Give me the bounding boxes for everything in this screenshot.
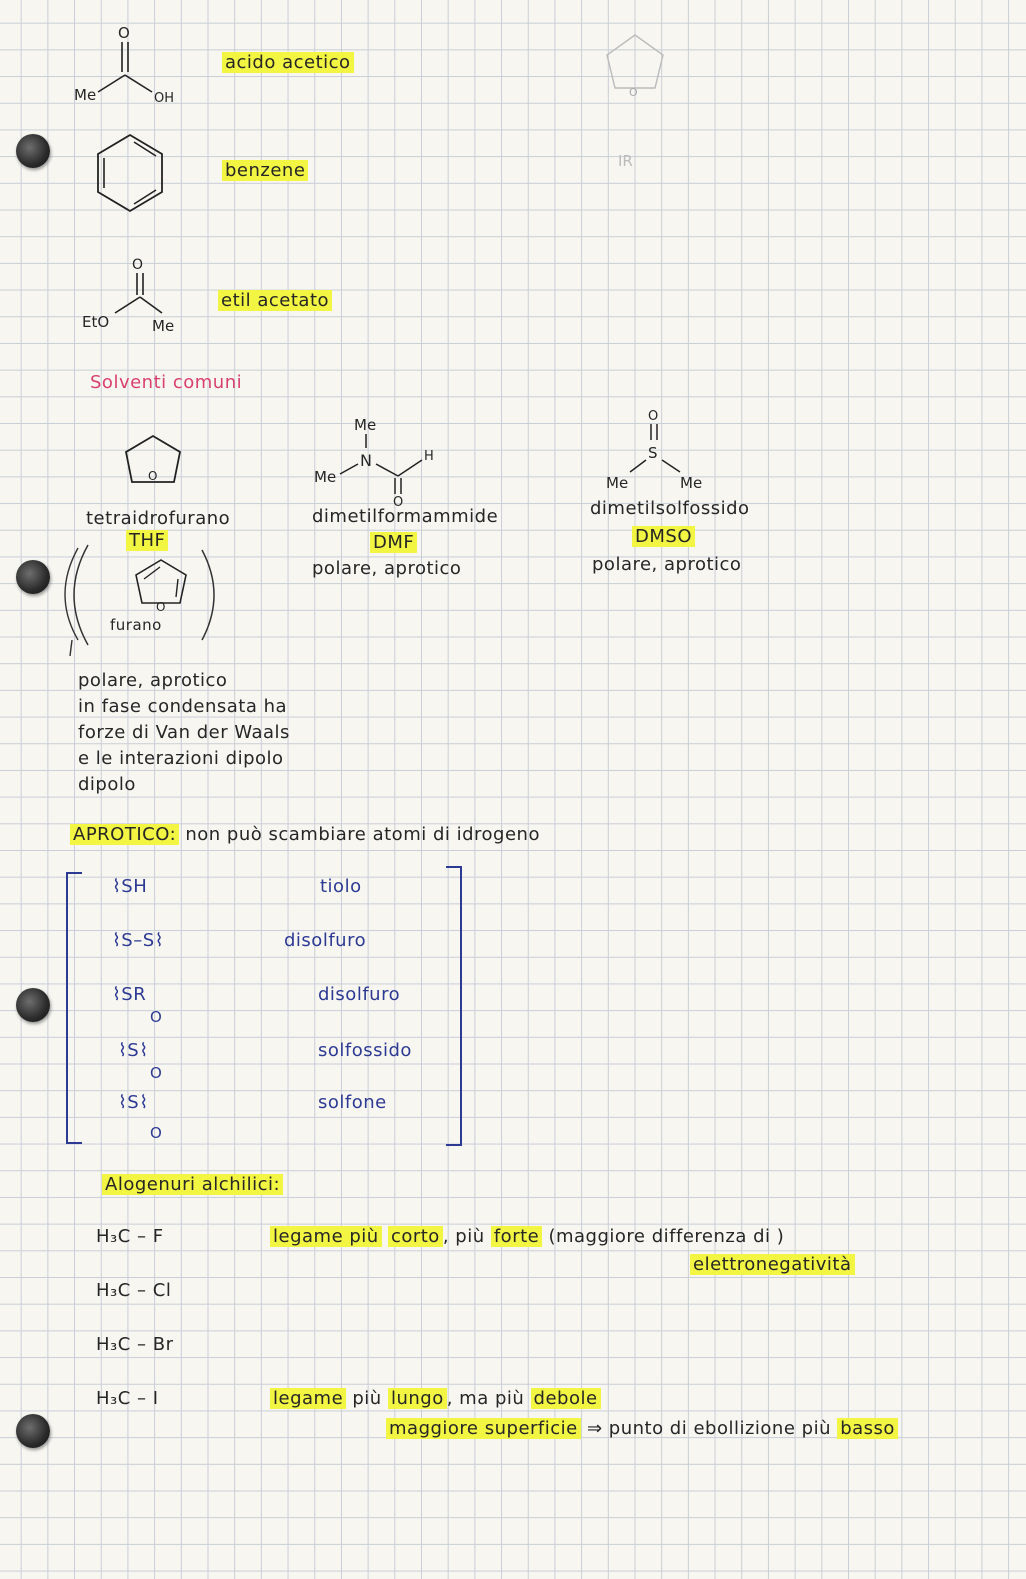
note-line: e le interazioni dipolo — [78, 748, 284, 769]
acetic-acid-label: acido acetico — [222, 52, 354, 73]
methyl-label: Me — [152, 317, 175, 335]
hydroxyl-label: OH — [154, 91, 175, 106]
methyl-label: Me — [354, 416, 377, 434]
methyl-label: Me — [314, 468, 337, 486]
dmf-properties: polare, aprotico — [312, 558, 462, 579]
oxygen-label: O — [148, 469, 158, 483]
ethyl-acetate-structure — [80, 255, 200, 345]
binder-hole — [16, 1414, 50, 1448]
benzene-structure — [90, 130, 170, 220]
dmf-name: dimetilformammide — [312, 506, 499, 527]
top-ring-structure — [600, 30, 670, 100]
formula-ch3f: H₃C – F — [96, 1226, 164, 1247]
bracket-right — [446, 866, 462, 1146]
binder-hole — [16, 560, 50, 594]
oxygen-label: O — [118, 24, 130, 42]
dmso-structure — [600, 402, 720, 494]
acetic-acid-structure — [70, 20, 190, 110]
name-disulfide: disolfuro — [284, 930, 367, 951]
thf-name: tetraidrofurano — [86, 508, 231, 529]
dmso-abbr: DMSO — [632, 526, 695, 547]
formula-ch3i: H₃C – I — [96, 1388, 159, 1409]
oxygen-label: O — [150, 1008, 163, 1026]
oxygen-label: O — [629, 86, 638, 99]
name-sulfone: solfone — [318, 1092, 387, 1113]
dmso-properties: polare, aprotico — [592, 554, 742, 575]
sulfur-label: S — [648, 444, 658, 462]
bracket-left — [66, 872, 82, 1144]
aprotico-term: APROTICO: — [70, 824, 179, 845]
note-iodide: legame più lungo , ma più debole — [270, 1388, 601, 1409]
benzene-label: benzene — [222, 160, 308, 181]
oxygen-label: O — [132, 257, 144, 273]
thf-abbr: THF — [126, 530, 168, 551]
methyl-label: Me — [74, 86, 97, 104]
oxygen-label: O — [150, 1064, 163, 1082]
thf-notes — [78, 668, 290, 798]
thf-structure — [118, 430, 188, 495]
oxygen-label: O — [393, 495, 404, 510]
note-line: dipolo — [78, 774, 136, 795]
formula-thiol: ⌇SH — [112, 876, 148, 897]
oxygen-label: O — [156, 600, 166, 614]
aprotico-definition — [70, 824, 540, 845]
dmf-structure — [310, 408, 460, 508]
alogenuri-title: Alogenuri alchilici: — [102, 1174, 283, 1195]
formula-sulfide: ⌇SR — [112, 984, 147, 1005]
binder-hole — [16, 134, 50, 168]
aprotico-text: non può scambiare atomi di idrogeno — [185, 824, 540, 845]
binder-hole — [16, 988, 50, 1022]
nitrogen-label: N — [360, 451, 372, 470]
note-fluoride-2: elettronegatività — [690, 1254, 855, 1275]
dmso-name: dimetilsolfossido — [590, 498, 750, 519]
formula-ch3br: H₃C – Br — [96, 1334, 174, 1355]
ethoxy-label: EtO — [82, 313, 110, 331]
name-sulfoxide: solfossido — [318, 1040, 412, 1061]
note-line: forze di Van der Waals — [78, 722, 290, 743]
formula-ch3cl: H₃C – Cl — [96, 1280, 172, 1301]
section-title-solventi: Solventi comuni — [90, 372, 243, 393]
note-line: in fase condensata ha — [78, 696, 288, 717]
oxygen-label: O — [150, 1124, 163, 1142]
ir-mark: IR — [618, 152, 633, 170]
formula-sulfone: ⌇S⌇ — [118, 1092, 149, 1113]
name-thiol: tiolo — [320, 876, 362, 897]
note-iodide-2: maggiore superficie ⇒ punto di ebollizione più basso — [386, 1418, 898, 1439]
dmf-abbr: DMF — [370, 532, 417, 553]
furan-label: furano — [110, 616, 162, 634]
methyl-label: Me — [680, 474, 703, 492]
hydrogen-label: H — [424, 449, 434, 464]
oxygen-label: O — [648, 409, 659, 424]
parenthesis-right — [196, 545, 226, 645]
formula-disulfide: ⌇S–S⌇ — [112, 930, 164, 951]
furan-structure — [126, 555, 196, 615]
note-line: polare, aprotico — [78, 670, 228, 691]
methyl-label: Me — [606, 474, 629, 492]
ethyl-acetate-label: etil acetato — [218, 290, 332, 311]
parenthesis-left — [60, 540, 100, 660]
formula-sulfoxide: ⌇S⌇ — [118, 1040, 149, 1061]
name-sulfide: disolfuro — [318, 984, 401, 1005]
note-fluoride: legame più corto , più forte (maggiore differenza di ) — [270, 1226, 784, 1247]
